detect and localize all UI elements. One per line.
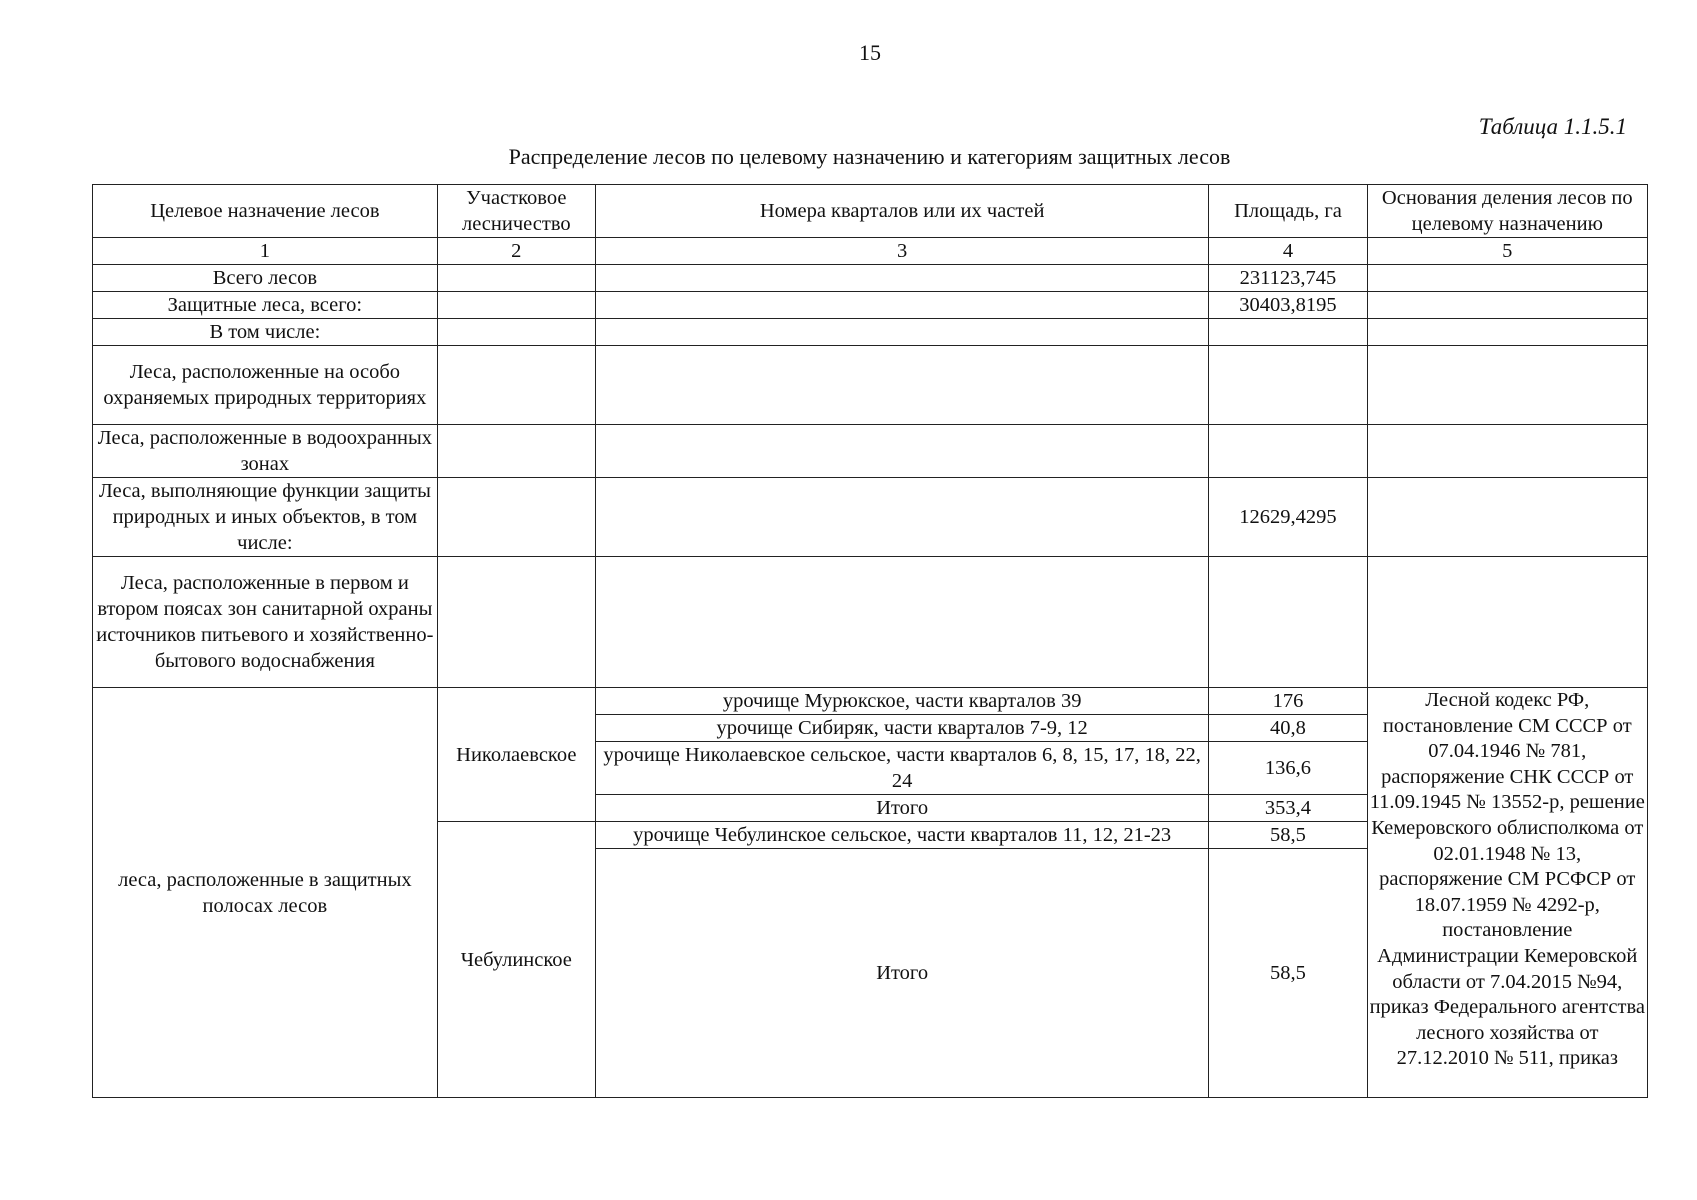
column-number: 1: [93, 238, 438, 265]
area-cell-total: 353,4: [1209, 795, 1367, 822]
header-quarters: Номера кварталов или их частей: [595, 185, 1209, 238]
quarters-cell: [595, 292, 1209, 319]
basis-cell: [1367, 557, 1647, 688]
purpose-cell: Леса, расположенные в первом и втором поясах зон санитарной охраны источников питьевого и хозяйственно-бытового водоснабжения: [93, 557, 438, 688]
table-row: [93, 346, 1648, 425]
column-number: 4: [1209, 238, 1367, 265]
forestry-cell: [437, 425, 595, 478]
area-cell: [1209, 557, 1367, 688]
table-row: [93, 478, 1648, 557]
forestry-cell: [437, 346, 595, 425]
basis-cell: [1367, 292, 1647, 319]
header-area: Площадь, га: [1209, 185, 1367, 238]
forestry-cell: [437, 319, 595, 346]
table-row: [93, 319, 1648, 346]
forestry-cell: [437, 478, 595, 557]
quarters-cell: урочище Чебулинское сельское, части кварталов 11, 12, 21-23: [595, 822, 1209, 849]
table-label: Таблица 1.1.5.1: [1478, 114, 1627, 139]
area-cell: 40,8: [1209, 715, 1367, 742]
quarters-cell: [595, 319, 1209, 346]
basis-cell-legal-acts: Лесной кодекс РФ, постановление СМ СССР от 07.04.1946 № 781, распоряжение СНК СССР от 11.09.1945 № 13552-р, решение Кемеровского облисполкома от 02.01.1948 № 13, распоряжение СМ РСФСР от 18.07.1959 № 4292-р, постановление Администрации Кемеровской области от 7.04.2015 №94, приказ Федерального агентства лесного хозяйства от 27.12.2010 № 511, приказ: [1367, 688, 1647, 1098]
table-row: [93, 425, 1648, 478]
table-title: Распределение лесов по целевому назначению и категориям защитных лесов: [508, 144, 1231, 169]
table-row: [93, 292, 1648, 319]
quarters-cell-total: Итого: [595, 795, 1209, 822]
column-number-row: [93, 238, 1648, 265]
table-row: [93, 265, 1648, 292]
quarters-cell: [595, 425, 1209, 478]
quarters-cell: [595, 557, 1209, 688]
forestry-cell: [437, 292, 595, 319]
basis-cell: [1367, 425, 1647, 478]
quarters-cell: [595, 346, 1209, 425]
area-cell: 176: [1209, 688, 1367, 715]
area-cell: 136,6: [1209, 742, 1367, 795]
table-row: [93, 557, 1648, 688]
table-row: [93, 688, 1648, 715]
purpose-cell: Леса, расположенные на особо охраняемых природных территориях: [93, 346, 438, 425]
area-cell: [1209, 319, 1367, 346]
area-cell: 231123,745: [1209, 265, 1367, 292]
page-number: 15: [859, 40, 881, 65]
table-header-row: [93, 185, 1648, 238]
quarters-cell: [595, 265, 1209, 292]
purpose-cell: Защитные леса, всего:: [93, 292, 438, 319]
forestry-cell: [437, 265, 595, 292]
area-cell: [1209, 346, 1367, 425]
quarters-cell-total: Итого: [595, 849, 1209, 1098]
area-cell: 12629,4295: [1209, 478, 1367, 557]
area-cell: 30403,8195: [1209, 292, 1367, 319]
quarters-cell: урочище Мурюкское, части кварталов 39: [595, 688, 1209, 715]
forestry-cell-chebulinskoe: Чебулинское: [437, 822, 595, 1098]
purpose-cell: В том числе:: [93, 319, 438, 346]
purpose-cell: Леса, выполняющие функции защиты природных и иных объектов, в том числе:: [93, 478, 438, 557]
area-cell: [1209, 425, 1367, 478]
basis-cell: [1367, 265, 1647, 292]
forestry-cell-nikolaevskoe: Николаевское: [437, 688, 595, 822]
header-basis: Основания деления лесов по целевому назначению: [1367, 185, 1647, 238]
purpose-cell: Леса, расположенные в водоохранных зонах: [93, 425, 438, 478]
purpose-cell: Всего лесов: [93, 265, 438, 292]
column-number: 3: [595, 238, 1209, 265]
quarters-cell: урочище Николаевское сельское, части кварталов 6, 8, 15, 17, 18, 22, 24: [595, 742, 1209, 795]
basis-cell: [1367, 319, 1647, 346]
quarters-cell: урочище Сибиряк, части кварталов 7-9, 12: [595, 715, 1209, 742]
basis-cell: [1367, 478, 1647, 557]
area-cell-total: 58,5: [1209, 849, 1367, 1098]
forestry-cell: [437, 557, 595, 688]
column-number: 5: [1367, 238, 1647, 265]
header-purpose: Целевое назначение лесов: [93, 185, 438, 238]
column-number: 2: [437, 238, 595, 265]
header-forestry: Участковое лесничество: [437, 185, 595, 238]
quarters-cell: [595, 478, 1209, 557]
basis-cell: [1367, 346, 1647, 425]
area-cell: 58,5: [1209, 822, 1367, 849]
purpose-cell-protective-strips: леса, расположенные в защитных полосах лесов: [93, 688, 438, 1098]
forest-distribution-table: [92, 184, 1648, 1098]
